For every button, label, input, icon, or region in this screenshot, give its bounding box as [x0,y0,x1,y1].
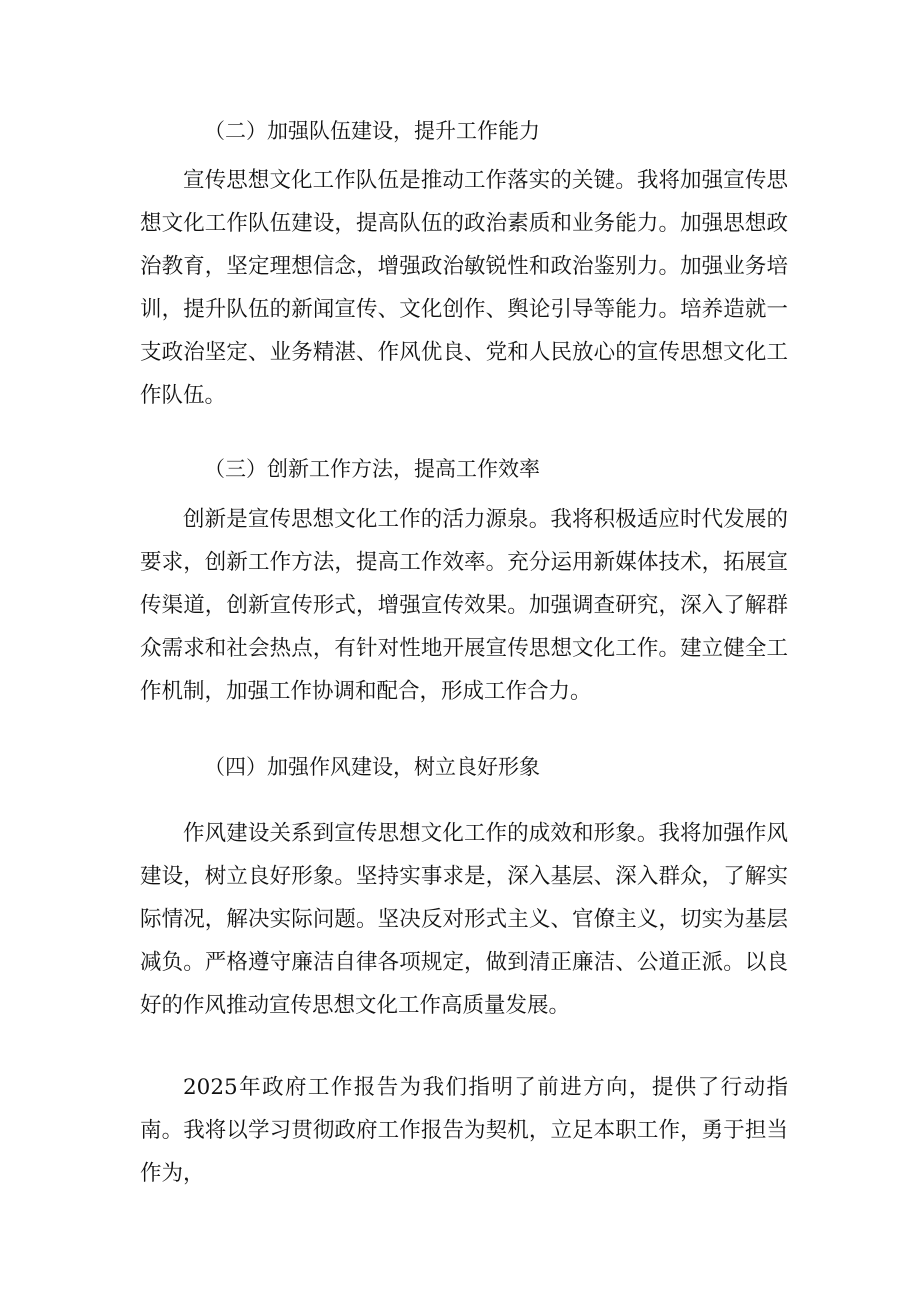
paragraph-innovation: 创新是宣传思想文化工作的活力源泉。我将积极适应时代发展的要求，创新工作方法，提高工作效率。充分运用新媒体技术，拓展宣传渠道，创新宣传形式，增强宣传效果。加强调查研究，深入了解群众需求和社会热点，有针对性地开展宣传思想文化工作。建立健全工作机制，加强工作协调和配合，形成工作合力。 [140,507,788,704]
paragraph-work-style: 作风建设关系到宣传思想文化工作的成效和形象。我将加强作风建设，树立良好形象。坚持实事求是，深入基层、深入群众，了解实际情况，解决实际问题。坚决反对形式主义、官僚主义，切实为基层减负。严格遵守廉洁自律各项规定，做到清正廉洁、公道正派。以良好的作风推动宣传思想文化工作高质量发展。 [140,821,788,1018]
paragraph-team-building: 宣传思想文化工作队伍是推动工作落实的关键。我将加强宣传思想文化工作队伍建设，提高队伍的政治素质和业务能力。加强思想政治教育，坚定理想信念，增强政治敏锐性和政治鉴别力。加强业务培训，提升队伍的新闻宣传、文化创作、舆论引导等能力。培养造就一支政治坚定、业务精湛、作风优良、党和人民放心的宣传思想文化工作队伍。 [140,168,788,408]
section-heading-2: （二）加强队伍建设，提升工作能力 [204,119,540,143]
paragraph-conclusion: 2025年政府工作报告为我们指明了前进方向，提供了行动指南。我将以学习贯彻政府工作报告为契机，立足本职工作，勇于担当作为， [140,1075,788,1186]
section-heading-3: （三）创新工作方法，提高工作效率 [204,457,540,481]
section-heading-4: （四）加强作风建设，树立良好形象 [204,755,540,779]
